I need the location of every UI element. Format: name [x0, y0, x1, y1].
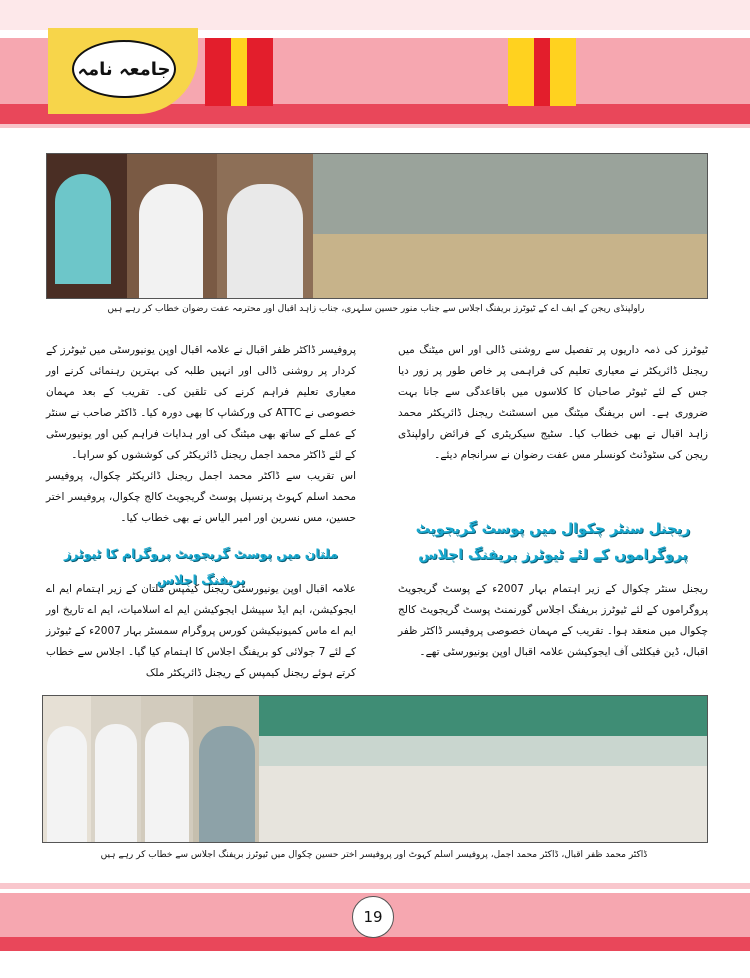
header-stripe: [205, 38, 231, 106]
hall-wall: [259, 696, 707, 736]
paragraph: علامہ اقبال اوپن یونیورسٹی ریجنل کیمپس ملتان کے زیر اہتمام ایم اے ایجوکیشن، ایم ایڈ سپیشل ایجوکیشن ایم اے اسلامیات، ایم اے تاریخ اور ایم اے ماس کمیونیکیشن کورس پروگرام سمسٹر بہار 2007ء کے ٹیوٹرز کے لئے 7 جولائی کو بریفنگ اجلاس کا اہتمام کیا گیا۔ اجلاس سے خطاب کرتے ہوئے ریجنل کیمپس کے ریجنل ڈائریکٹر ملک: [46, 583, 356, 679]
article-text-right-bottom: [398, 579, 708, 663]
speaker-figure: [199, 726, 255, 842]
speaker-figure: [145, 722, 189, 842]
page-number: 19: [352, 896, 394, 938]
audience-front-row: [313, 234, 707, 298]
paragraph: پروفیسر ڈاکٹر ظفر اقبال نے علامہ اقبال اوپن یونیورسٹی میں ٹیوٹرز کے کردار پر روشنی ڈالی اور انہیں طلبہ کی بہترین رہنمائی کرنے اور معیاری تعلیم فراہم کرنے کی تلقین کی۔ تقریب کے بعد مہمان خصوصی نے ATTC کی ورکشاپ کا بھی دورہ کیا۔ ڈاکٹر صاحب نے سنٹر کے عملے کے ساتھ بھی میٹنگ کی اور ہدایات فراہم کیں اور یونیورسٹی کے لئے ڈاکٹر محمد اجمل ریجنل ڈائریکٹر کی کوششوں کو سراہا۔: [46, 344, 356, 461]
header-stripe: [508, 38, 534, 106]
speaker-figure: [47, 726, 87, 842]
paragraph: ریجنل سنٹر چکوال کے زیر اہتمام بہار 2007ء کے پوسٹ گریجویٹ پروگراموں کے لئے ٹیوٹرز بریفنگ اجلاس گورنمنٹ پوسٹ گریجویٹ کالج چکوال میں منعقد ہوا۔ تقریب کے مہمان خصوصی پروفیسر ڈاکٹر ظفر اقبال، ڈین فیکلٹی آف ایجوکیشن علامہ اقبال اوپن یونیورسٹی تھے۔: [398, 583, 708, 658]
article-text-left-top: [46, 340, 356, 529]
footer-band-line: [0, 883, 750, 889]
section-heading-chakwal: ریجنل سنٹر چکوال میں پوسٹ گریجویٹ پروگراموں کے لئے ٹیوٹرز بریفنگ اجلاس: [415, 521, 691, 563]
section-heading-multan: ملتان میں پوسٹ گریجویٹ پروگرام کا ٹیوٹرز بریفنگ اجلاس: [63, 546, 339, 587]
header-stripe: [231, 38, 247, 106]
event-photo-rawalpindi: [46, 153, 708, 299]
article-text-right-top: [398, 340, 708, 466]
header-top-strip: [0, 0, 750, 30]
header-stripe: [247, 38, 273, 106]
speaker-figure: [95, 724, 137, 842]
magazine-logo: جامعہ نامہ: [72, 40, 176, 98]
page-header: [0, 0, 750, 130]
photo-caption: ڈاکٹر محمد ظفر اقبال، ڈاکٹر محمد اجمل، پروفیسر اسلم کہوٹ اور پروفیسر اختر حسین چکوال میں ٹیوٹرز بریفنگ اجلاس سے خطاب کر رہے ہیں: [100, 850, 648, 860]
header-stripe: [550, 38, 576, 106]
photo-caption: راولپنڈی ریجن کے ایف اے کے ٹیوٹرز بریفنگ اجلاس سے جناب منور حسین سلہری، جناب زاہد اقبال اور محترمہ عفت رضوان خطاب کر رہے ہیں: [107, 304, 645, 314]
speaker-figure: [55, 174, 111, 284]
speaker-figure: [227, 184, 303, 298]
footer-band-dark: [0, 937, 750, 951]
header-band-line: [0, 124, 750, 128]
paragraph: ٹیوٹرز کی ذمہ داریوں پر تفصیل سے روشنی ڈالی اور اس میٹنگ میں ریجنل ڈائریکٹر نے معیاری تعلیم کی فراہمی پر خاص طور پر زور دیا جس کے لئے ٹیوٹر صاحبان کا کلاسوں میں باقاعدگی سے جانا بہت ضروری ہے۔ اس بریفنگ میٹنگ میں اسسٹنٹ ریجنل ڈائریکٹر محمد زاہد اقبال نے بھی خطاب کیا۔ سٹیج سیکریٹری کے فرائض راولپنڈی ریجن کی سٹوڈنٹ کونسلر مس عفت رضوان نے سرانجام دیئے۔: [398, 344, 708, 461]
article-text-left-mid: [46, 579, 356, 684]
audience-front-row: [259, 766, 707, 842]
header-stripe: [534, 38, 550, 106]
event-photo-chakwal: [42, 695, 708, 843]
paragraph: اس تقریب سے ڈاکٹر محمد اجمل ریجنل ڈائریکٹر چکوال، پروفیسر محمد اسلم کہوٹ پرنسپل پوسٹ گریجویٹ کالج چکوال، پروفیسر اختر حسین، مس نسرین اور امیر الیاس نے بھی خطاب کیا۔: [46, 470, 356, 524]
speaker-figure: [139, 184, 203, 298]
